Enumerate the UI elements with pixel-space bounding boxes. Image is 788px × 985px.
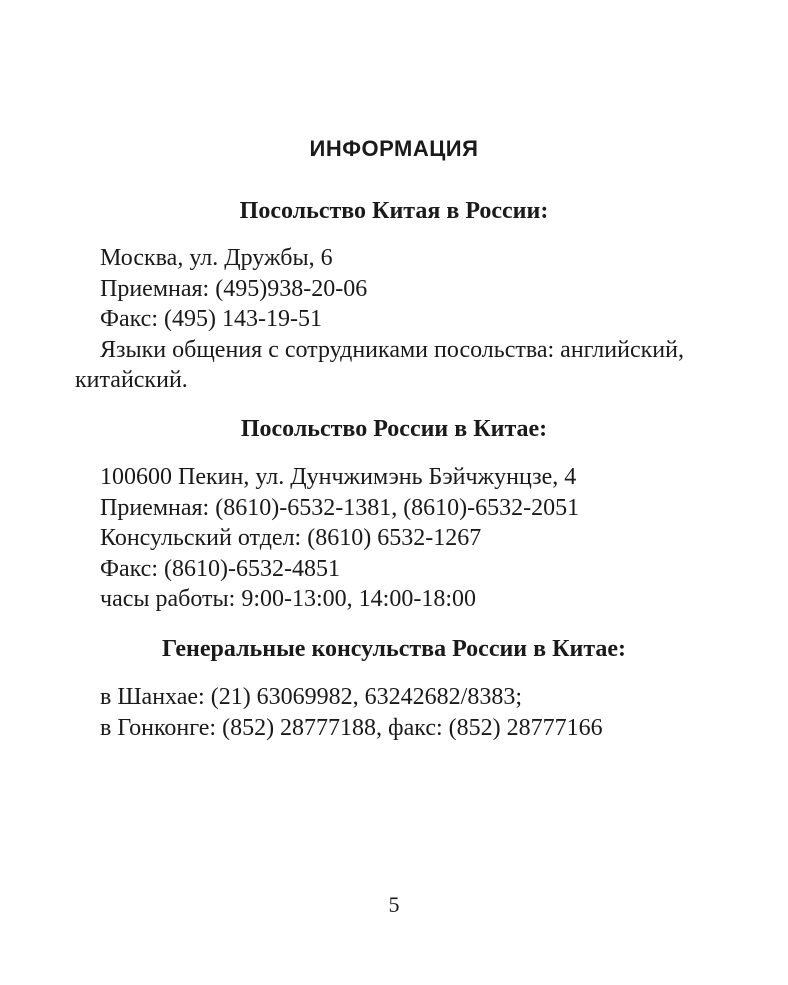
address-line: 100600 Пекин, ул. Дунчжимэнь Бэйчжунцзе, 4 [100, 464, 577, 490]
shanghai-consulate-line: в Шанхае: (21) 63069982, 63242682/8383; [100, 684, 523, 710]
section-lines [0, 462, 788, 615]
section-china-embassy [0, 196, 788, 396]
section-lines [0, 682, 788, 743]
fax-line: Факс: (8610)-6532-4851 [100, 555, 340, 582]
section-russia-embassy [0, 414, 788, 615]
section-consulates-general [0, 634, 788, 743]
section-heading: Посольство России в Китае: [240, 416, 548, 442]
languages-line-continuation: китайский. [75, 367, 188, 393]
reception-phone-line: Приемная: (495)938-20-06 [100, 275, 368, 302]
section-heading: Генеральные консульства России в Китае: [161, 636, 627, 662]
page-title: ИНФОРМАЦИЯ [309, 136, 479, 161]
page-number: 5 [388, 892, 400, 917]
section-heading: Посольство Китая в России: [239, 198, 549, 224]
fax-line: Факс: (495) 143-19-51 [100, 306, 322, 332]
languages-line: Языки общения с сотрудниками посольства: английский, [100, 336, 684, 363]
section-lines [0, 243, 788, 396]
address-line: Москва, ул. Дружбы, 6 [100, 245, 333, 271]
reception-phone-line: Приемная: (8610)-6532-1381, (8610)-6532-2051 [100, 494, 580, 521]
consular-department-line: Консульский отдел: (8610) 6532-1267 [100, 525, 482, 551]
working-hours-line: часы работы: 9:00-13:00, 14:00-18:00 [100, 586, 476, 612]
hong-kong-consulate-line: в Гонконге: (852) 28777188, факс: (852) 28777166 [100, 714, 603, 741]
